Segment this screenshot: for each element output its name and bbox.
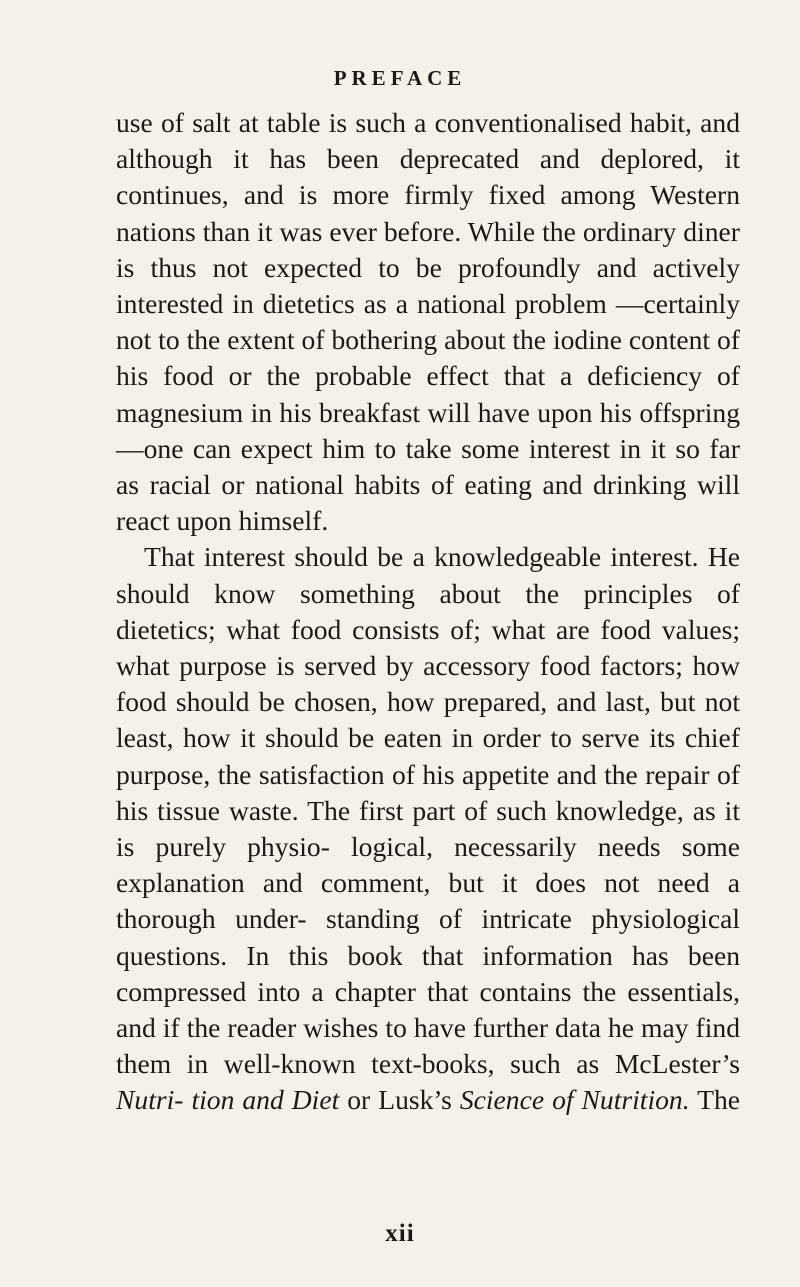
paragraph-second-text: That interest should be a knowledgeable interest. He should know something about the principles of dietetics; what food consists of; what are food values; what purpose is served by accessory food factors; how food should be chosen, how prepared, and last, but not least, how it should be eaten in order to serve its chief purpose, the satisfaction of his appetite and the repair of his tissue waste. The first part of such knowledge, as it is purely physio- logical, necessarily needs some explanation and comment, but it does not need a thorough under- standing of intricate physiological questions. In this book that information has been compressed into a chapter that contains the essentials, and if the reader wishes to have further data he may find them in well-known text-books, such as McLester’s xyxy=(116,541,740,1080)
running-head: PREFACE xyxy=(333,66,467,90)
book-title-nutrition-and-diet: Nutri- tion and Diet xyxy=(116,1084,340,1116)
body-text xyxy=(116,105,740,1119)
connector-text: or Lusk’s xyxy=(347,1084,452,1116)
paragraph-second xyxy=(116,539,740,1118)
book-title-science-of-nutrition: Science of Nutrition. xyxy=(459,1084,690,1116)
trailing-word: The xyxy=(697,1084,741,1116)
paragraph-continuation: use of salt at table is such a conventionalised habit, and although it has been deprecated and deplored, it continues, and is more firmly fixed among Western nations than it was ever before. While the ordinary diner is thus not expected to be profoundly and actively interested in dietetics as a national problem —certainly not to the extent of bothering about the iodine content of his food or the probable effect that a deficiency of magnesium in his breakfast will have upon his offspring—one can expect him to take some interest in it so far as racial or national habits of eating and drinking will react upon himself. xyxy=(116,107,740,537)
page-number: xii xyxy=(385,1220,415,1247)
